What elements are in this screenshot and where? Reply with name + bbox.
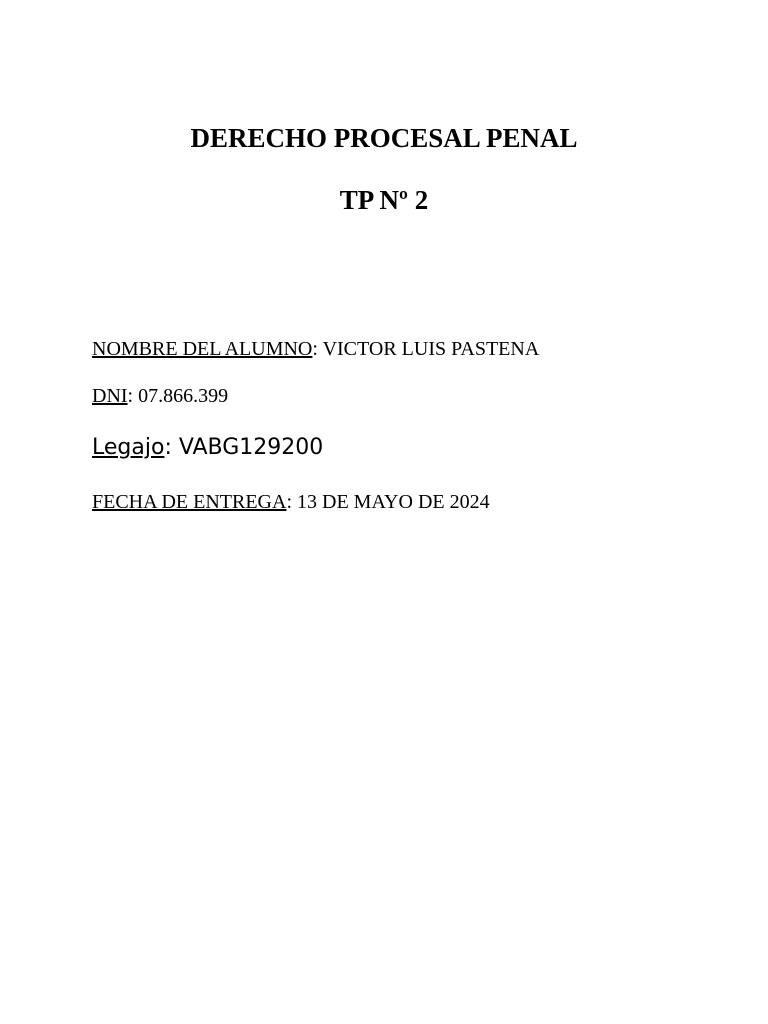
- field-student-name-value: : VICTOR LUIS PASTENA: [312, 338, 540, 360]
- field-dni-value: : 07.866.399: [127, 385, 229, 407]
- field-legajo-value: : VABG129200: [164, 435, 324, 460]
- document-subtitle: TP Nº 2: [339, 185, 429, 215]
- field-legajo-label: Legajo: [92, 435, 165, 460]
- field-legajo: [92, 434, 323, 462]
- field-student-name-label: NOMBRE DEL ALUMNO: [92, 338, 313, 360]
- field-delivery-date: [92, 490, 490, 514]
- field-dni: [92, 384, 228, 408]
- field-delivery-date-label: FECHA DE ENTREGA: [92, 491, 287, 513]
- field-delivery-date-value: : 13 DE MAYO DE 2024: [286, 491, 490, 513]
- field-student-name: [92, 337, 539, 361]
- document-title: DERECHO PROCESAL PENAL: [190, 123, 578, 153]
- field-dni-label: DNI: [92, 385, 128, 407]
